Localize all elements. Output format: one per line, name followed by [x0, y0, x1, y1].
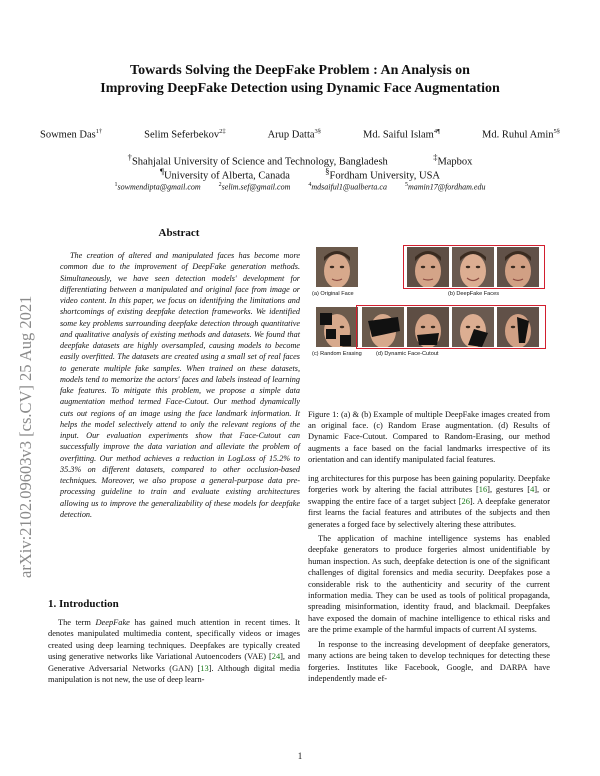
subfigure-label: (a) Original Face: [312, 291, 354, 297]
citation-link[interactable]: 16: [478, 485, 488, 495]
figure-caption: Figure 1: (a) & (b) Example of multiple DeepFake images created from an original face. (c) Random Erase augmentation. (d) Results of Dynamic Face-Cutout. Compared to Random-Erasing, our method augments a face based on the facial landmarks irrespective of its orientation and can identify manipulated facial features.: [308, 410, 550, 464]
citation-link[interactable]: 4: [530, 485, 535, 495]
face-cutout-image: [407, 307, 449, 347]
author: Arup Datta$^{3\S}$: [267, 128, 322, 141]
author: Sowmen Das$^{1\dagger}$: [40, 128, 103, 141]
affiliation-line-2: ¶University of Alberta, Canada §Fordham University, USA: [159, 166, 440, 182]
author: Selim Seferbekov$^{2\ddagger}$: [144, 128, 226, 141]
arxiv-id: arXiv:2102.09603v3 [cs.CV] 25 Aug 2021: [16, 295, 35, 578]
abstract-heading: Abstract: [158, 227, 200, 239]
right-column-text: [308, 473, 550, 687]
intro-paragraph: The term DeepFake has gained much attention in recent times. It denotes manipulated multimedia content, specifically videos or images created using deep learning techniques. Deepfakes are typically created using generative networks like Variational Autoencoders (VAE) [24], and Generative Adversarial Networks (GAN) [13]. Although digital media manipulation is not new, the use of deep learn-: [48, 618, 301, 685]
random-erasing-image: [316, 307, 358, 347]
deepfake-face-image: [452, 247, 494, 287]
intro-heading: 1. Introduction: [48, 598, 119, 610]
abstract-text: The creation of altered and manipulated faces has become more common due to the improvement of DeepFake generation methods. Simultaneously, we have seen detection models' development for differentiating between a manipulated and original face from image or video content. In this paper, we focus on identifying the limitations and shortcomings of existing deepfake detection frameworks. We identified some key problems surrounding deepfake detection through quantitative and qualitative analysis of existing methods and datasets. We found that deepfake datasets are highly oversampled, causing models to become easily overfitted. The datasets are created using a small set of real faces to generate multiple fake samples. When trained on these datasets, models tend to memorize the actors' faces and labels instead of learning fake features. To mitigate this problem, we propose a simple data augmentation method termed Face-Cutout. Our method dynamically cuts out regions of an image using the face landmark information. It helps the model selectively attend to only the relevant regions of the input. Our evaluation experiments show that Face-Cutout can successfully improve the data variation and alleviate the problem of overfitting. Our method achieves a reduction in LogLoss of 15.2% to 35.3% on different datasets, compared to other occlusion-based techniques. Moreover, we also propose a general-purpose data pre-processing guideline to train and evaluate existing architectures allowing us to improve the generalizability of these models for deepfake detection.: [60, 251, 300, 519]
face-cutout-image: [362, 307, 404, 347]
email-list: [40, 182, 560, 192]
citation-link[interactable]: 24: [271, 652, 281, 662]
page-number: 1: [297, 751, 303, 761]
email[interactable]: $^1$sowmendipta@gmail.com: [114, 182, 201, 192]
citation-link[interactable]: 13: [200, 663, 209, 673]
author-list: [40, 128, 560, 141]
face-cutout-image: [497, 307, 539, 347]
paper-title: [60, 62, 540, 98]
face-cutout-image: [452, 307, 494, 347]
figure-1: [308, 245, 548, 405]
email[interactable]: $^2$selim.sef@gmail.com: [218, 182, 291, 192]
citation-link[interactable]: 26: [461, 496, 470, 506]
original-face-image: [316, 247, 358, 287]
email[interactable]: $^4$mdsaiful1@ualberta.ca: [308, 182, 387, 192]
affiliation-line-1: †Shahjalal University of Science and Technology, Bangladesh ‡Mapbox: [127, 152, 473, 168]
subfigure-label: (b) DeepFake Faces: [448, 291, 499, 297]
arxiv-stamp: [14, 200, 36, 580]
title-line-2: Improving DeepFake Detection using Dynamic Face Augmentation: [100, 81, 500, 96]
title-line-1: Towards Solving the DeepFake Problem : An Analysis on: [130, 63, 470, 78]
deepfake-face-image: [497, 247, 539, 287]
deepfake-face-image: [407, 247, 449, 287]
email[interactable]: $^5$mamin17@fordham.edu: [404, 182, 486, 192]
body-paragraph: In response to the increasing development of deepfake generators, many actions are being taken to develop techniques for detecting these forgeries. Institutes like Facebook, Google, and DARPA have independently made ef-: [308, 639, 550, 683]
author: Md. Ruhul Amin$^{5\S}$: [482, 128, 560, 141]
subfigure-label: (d) Dynamic Face-Cutout: [376, 351, 439, 357]
body-paragraph: The application of machine intelligence systems has enabled deepfake generators to produce forgeries almost unidentifiable by human inspection. As such, deepfake detection is one of the significant challenges of digital forensics and media security. Deepfakes pose a considerable risk to the authenticity and security of the current information media. They can be used as tools of political propaganda, spreading misinformation, identity fraud, and blackmail. Deepfakes have exposed the domain of machine intelligence to ethical risks and are the prime example of the harmful impacts of current AI systems.: [308, 534, 550, 635]
body-paragraph: ing architectures for this purpose has been gaining popularity. Deepfake forgeries work by altering the facial attributes [16], gestures [4], or swapping the entire face of a target subject [26]. A deepfake generator first learns the facial features and attributes of the subjects and then generates a forged face by selectively altering these attributes.: [308, 474, 550, 529]
author: Md. Saiful Islam$^{4\P}$: [362, 128, 441, 141]
subfigure-label: (c) Random Erasing: [312, 351, 362, 357]
